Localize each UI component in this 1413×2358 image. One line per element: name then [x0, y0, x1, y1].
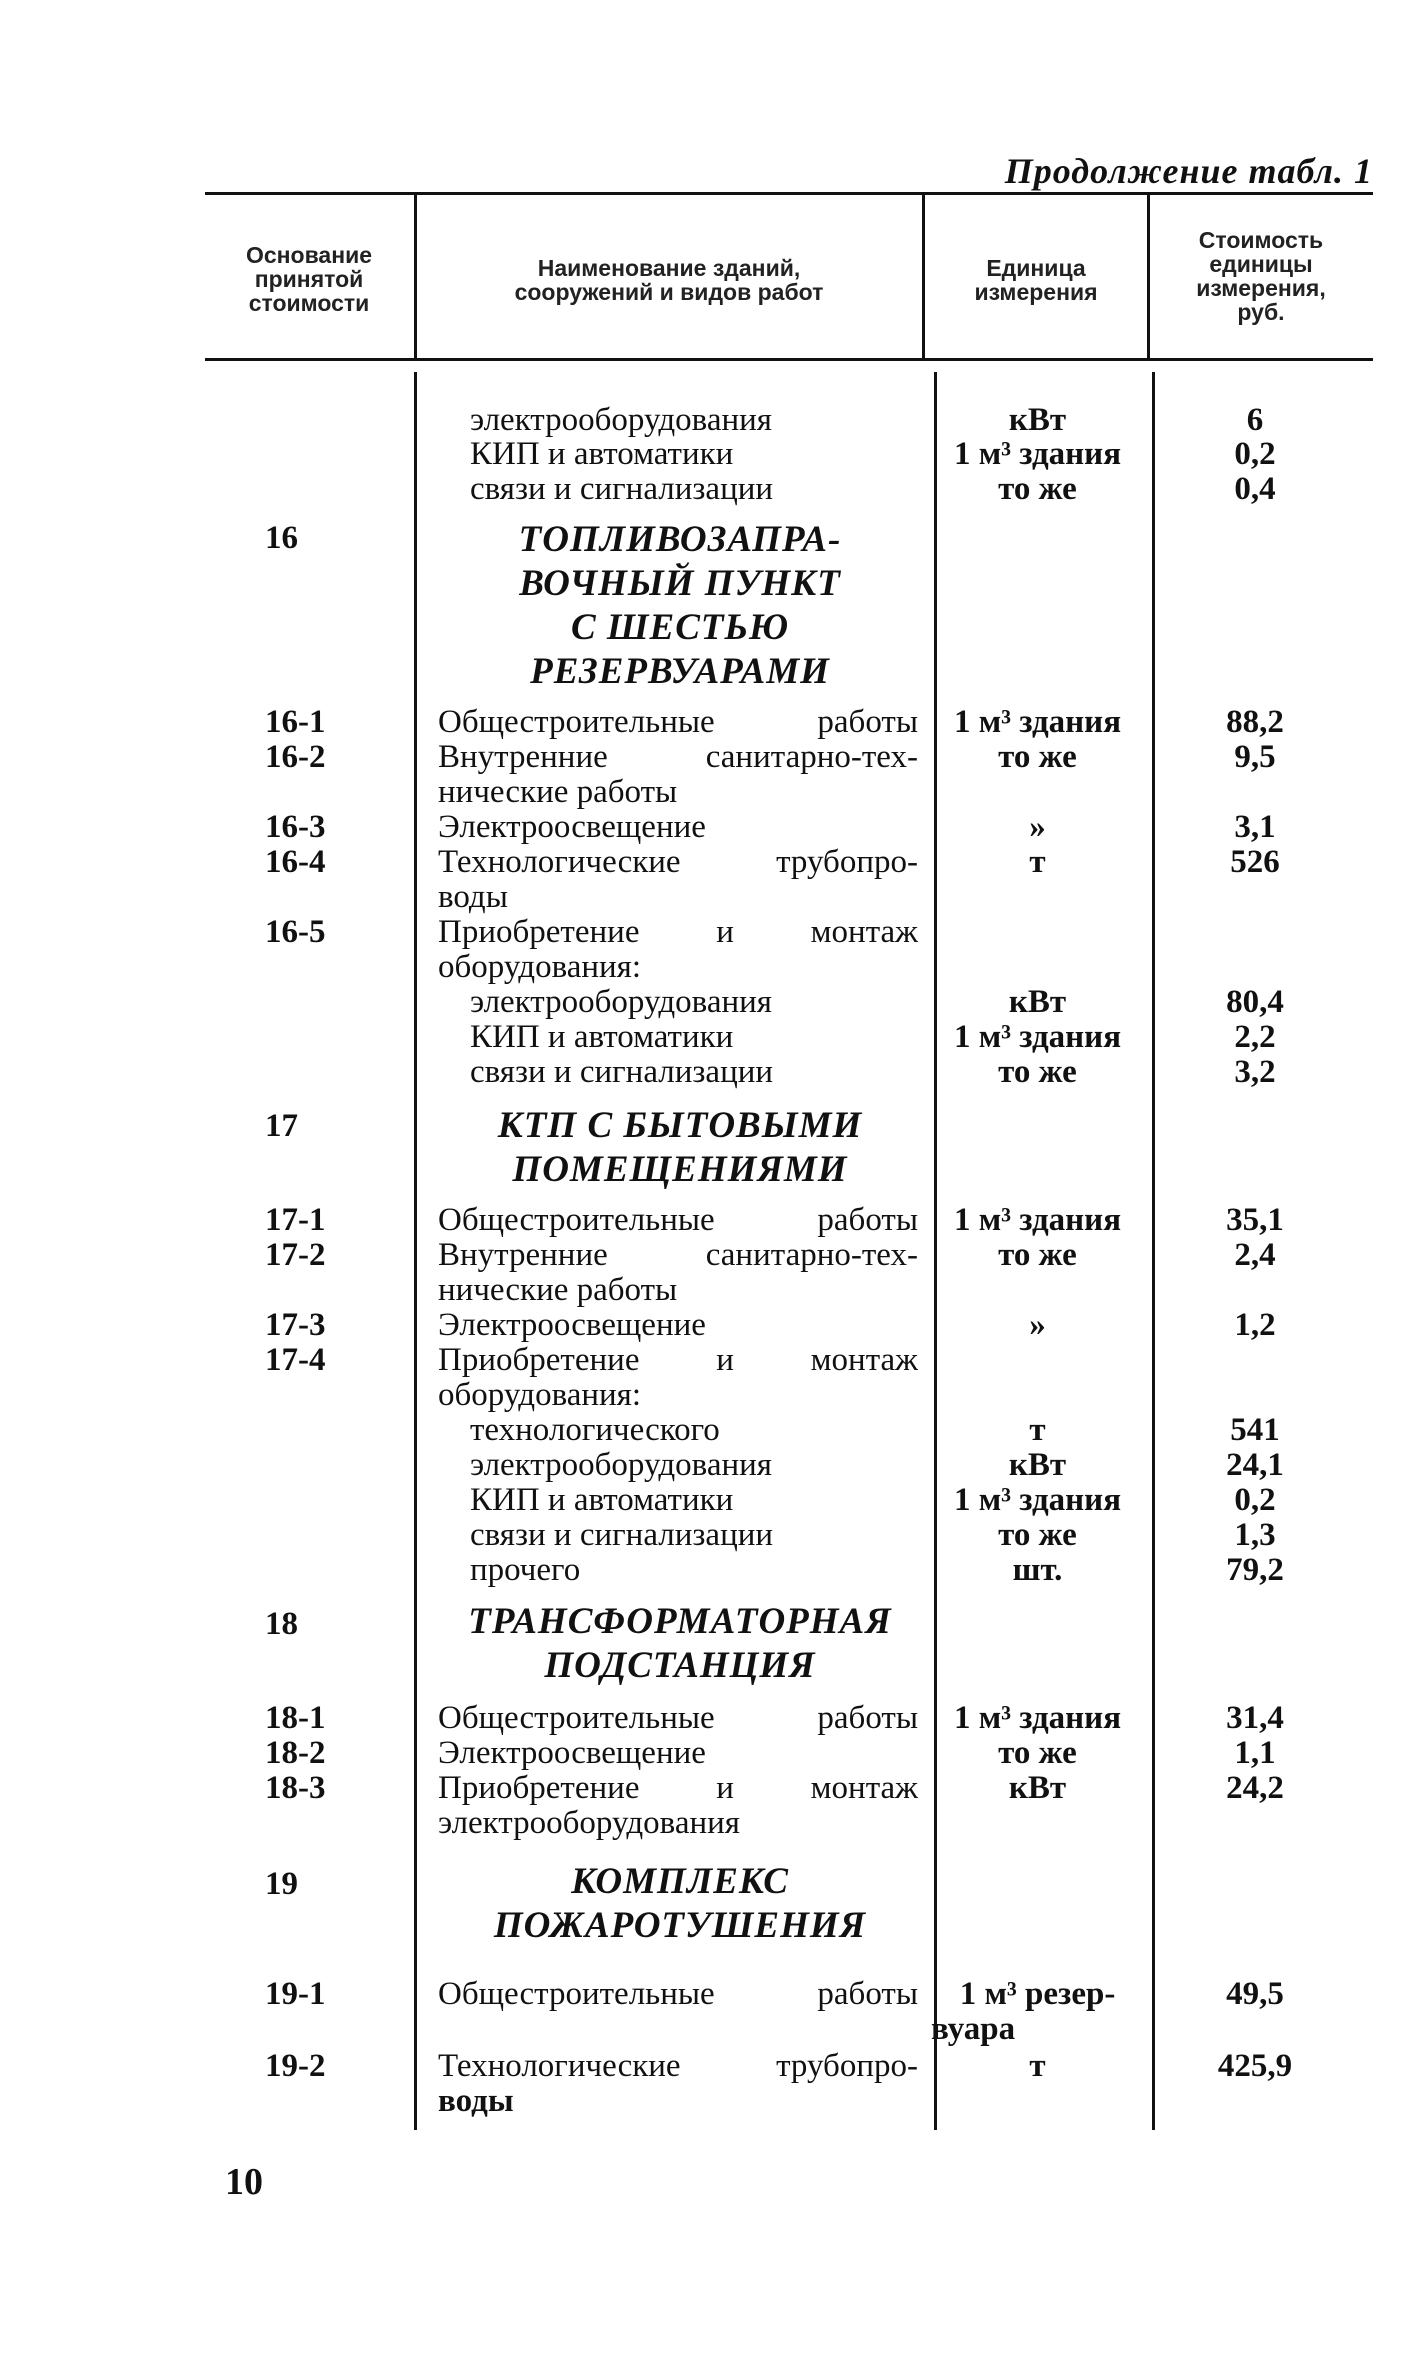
section-title: ПОДСТАНЦИЯ — [544, 1645, 816, 1686]
section-title: ТРАНСФОРМАТОРНАЯ — [468, 1601, 892, 1642]
item-code: 16-5 — [265, 914, 326, 950]
section-title: РЕЗЕРВУАРАМИ — [530, 651, 830, 692]
table-continuation-label: Продолжение табл. 1 — [1004, 151, 1373, 191]
item-unit: шт. — [1012, 1552, 1063, 1588]
item-cost: 24,1 — [1226, 1447, 1284, 1483]
item-unit: 1 м³ здания — [953, 1202, 1122, 1238]
section-code: 19 — [265, 1866, 298, 1902]
item-name: КИП и автоматики — [470, 436, 734, 472]
section-title: ПОЖАРОТУШЕНИЯ — [493, 1905, 867, 1946]
item-cost: 425,9 — [1217, 2048, 1293, 2084]
item-code: 19-2 — [265, 2048, 326, 2084]
item-unit: 1 м³ здания — [953, 704, 1122, 740]
table-top-rule — [205, 192, 1373, 195]
item-name: Приобретение и монтаж — [438, 1342, 918, 1378]
item-cost: 9,5 — [1234, 739, 1276, 775]
item-unit: 1 м³ резер- — [959, 1976, 1116, 2012]
item-code: 18-2 — [265, 1735, 326, 1771]
section-code: 16 — [265, 520, 298, 556]
item-name: прочего — [470, 1552, 581, 1588]
item-cost: 31,4 — [1226, 1700, 1284, 1736]
item-code: 16-4 — [265, 844, 326, 880]
item-code: 16-3 — [265, 809, 326, 845]
section-title: КОМПЛЕКС — [571, 1861, 789, 1902]
page-number: 10 — [225, 2161, 263, 2203]
item-name: электрооборудования — [470, 402, 772, 438]
item-name: связи и сигнализации — [470, 471, 774, 507]
item-cost: 3,2 — [1234, 1054, 1276, 1090]
item-code: 16-2 — [265, 739, 326, 775]
item-name: электрооборудования — [470, 984, 772, 1020]
item-name: Приобретение и монтаж — [438, 1770, 918, 1806]
item-name: Технологические трубопро- — [438, 844, 918, 880]
item-code: 19-1 — [265, 1976, 326, 2012]
section-title: ПОМЕЩЕНИЯМИ — [512, 1149, 848, 1190]
item-unit: кВт — [1008, 1770, 1067, 1806]
header-basis: Основание принятой стоимости — [245, 242, 373, 316]
item-unit: кВт — [1008, 402, 1067, 438]
item-name: Электроосвещение — [438, 1307, 706, 1343]
item-name: КИП и автоматики — [470, 1019, 734, 1055]
item-name: Приобретение и монтаж — [438, 914, 918, 950]
item-cost: 3,1 — [1234, 809, 1276, 845]
item-cost: 1,2 — [1234, 1307, 1276, 1343]
item-cost: 6 — [1246, 402, 1264, 438]
item-code: 18-1 — [265, 1700, 326, 1736]
item-unit: » — [1029, 1307, 1046, 1343]
item-name: КИП и автоматики — [470, 1482, 734, 1518]
item-cost: 1,3 — [1234, 1517, 1276, 1553]
item-name: электрооборудования — [438, 1805, 740, 1841]
item-unit: 1 м³ здания — [953, 1482, 1122, 1518]
item-unit: т — [1029, 844, 1046, 880]
item-name: Технологические трубопро- — [438, 2048, 918, 2084]
item-unit: т — [1029, 2048, 1046, 2084]
item-unit: т — [1029, 1412, 1046, 1448]
section-title: ТОПЛИВОЗАПРА- — [518, 519, 842, 560]
item-name: Внутренние санитарно-тех- — [438, 739, 918, 775]
item-unit: то же — [998, 1517, 1077, 1553]
item-name: Общестроительные работы — [438, 1700, 918, 1736]
header-name: Наименование зданий, сооружений и видов работ — [514, 255, 824, 305]
section-title: С ШЕСТЬЮ — [570, 607, 790, 648]
item-code: 17-1 — [265, 1202, 326, 1238]
item-unit: то же — [998, 739, 1077, 775]
item-cost: 1,1 — [1234, 1735, 1276, 1771]
item-unit: то же — [998, 1054, 1077, 1090]
item-cost: 35,1 — [1226, 1202, 1284, 1238]
header-cost: Стоимость единицы измерения, руб. — [1196, 227, 1326, 325]
section-title: ВОЧНЫЙ ПУНКТ — [519, 563, 841, 604]
item-unit: вуара — [931, 2011, 1016, 2047]
column-divider — [414, 372, 417, 2130]
item-code: 17-4 — [265, 1342, 326, 1378]
section-code: 17 — [265, 1108, 298, 1144]
item-cost: 0,2 — [1234, 1482, 1276, 1518]
item-cost: 79,2 — [1226, 1552, 1284, 1588]
table-header-rule — [205, 358, 1373, 361]
item-name: воды — [438, 2083, 514, 2119]
item-unit: то же — [998, 1735, 1077, 1771]
item-name: технологического — [470, 1412, 720, 1448]
item-cost: 541 — [1230, 1412, 1280, 1448]
item-unit: то же — [998, 471, 1077, 507]
item-name: связи и сигнализации — [470, 1517, 774, 1553]
item-name: воды — [438, 879, 508, 915]
section-code: 18 — [265, 1606, 298, 1642]
item-cost: 0,4 — [1234, 471, 1276, 507]
item-name: Общестроительные работы — [438, 1202, 918, 1238]
item-cost: 0,2 — [1234, 436, 1276, 472]
item-cost: 2,4 — [1234, 1237, 1276, 1273]
item-name: оборудования: — [438, 949, 642, 985]
item-name: Общестроительные работы — [438, 1976, 918, 2012]
item-code: 17-3 — [265, 1307, 326, 1343]
item-unit: » — [1029, 809, 1046, 845]
column-divider — [414, 195, 417, 358]
item-name: Общестроительные работы — [438, 704, 918, 740]
item-unit: кВт — [1008, 1447, 1067, 1483]
item-name: связи и сигнализации — [470, 1054, 774, 1090]
item-cost: 80,4 — [1226, 984, 1284, 1020]
section-title: КТП С БЫТОВЫМИ — [497, 1105, 863, 1146]
item-name: оборудования: — [438, 1377, 642, 1413]
item-cost: 49,5 — [1226, 1976, 1284, 2012]
header-unit: Единица измерения — [974, 255, 1098, 305]
item-name: Внутренние санитарно-тех- — [438, 1237, 918, 1273]
item-code: 18-3 — [265, 1770, 326, 1806]
item-cost: 88,2 — [1226, 704, 1284, 740]
item-name: Электроосвещение — [438, 1735, 706, 1771]
item-unit: 1 м³ здания — [953, 1019, 1122, 1055]
item-name: нические работы — [438, 774, 678, 810]
item-cost: 2,2 — [1234, 1019, 1276, 1055]
item-unit: то же — [998, 1237, 1077, 1273]
item-code: 17-2 — [265, 1237, 326, 1273]
item-cost: 24,2 — [1226, 1770, 1284, 1806]
item-name: Электроосвещение — [438, 809, 706, 845]
item-name: нические работы — [438, 1272, 678, 1308]
item-unit: 1 м³ здания — [953, 436, 1122, 472]
item-name: электрооборудования — [470, 1447, 772, 1483]
item-unit: кВт — [1008, 984, 1067, 1020]
item-code: 16-1 — [265, 704, 326, 740]
column-divider — [1152, 372, 1155, 2130]
item-unit: 1 м³ здания — [953, 1700, 1122, 1736]
item-cost: 526 — [1230, 844, 1280, 880]
